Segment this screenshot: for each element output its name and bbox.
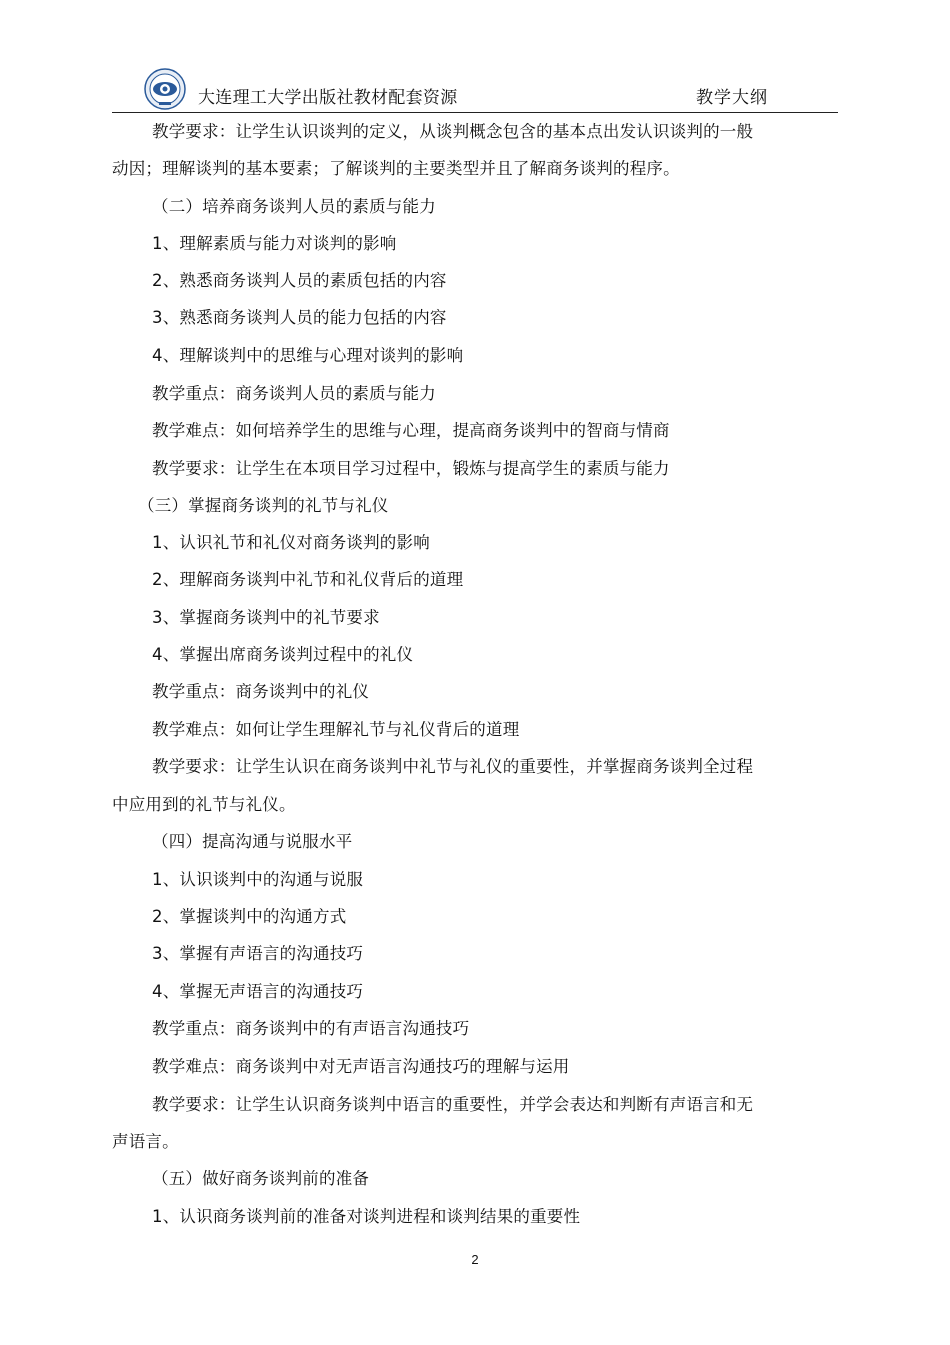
list-item: 2、掌握谈判中的沟通方式 xyxy=(152,907,347,926)
section-heading: （五）做好商务谈判前的准备 xyxy=(152,1169,370,1188)
university-logo-icon xyxy=(144,68,186,110)
paragraph-line: 教学要求：让学生认识在商务谈判中礼节与礼仪的重要性，并掌握商务谈判全过程 xyxy=(152,757,754,776)
page-header xyxy=(112,62,838,113)
list-item: 2、熟悉商务谈判人员的素质包括的内容 xyxy=(152,271,447,290)
section-heading: （四）提高沟通与说服水平 xyxy=(152,832,353,851)
list-item: 4、理解谈判中的思维与心理对谈判的影响 xyxy=(152,346,464,365)
paragraph-line: 教学难点：商务谈判中对无声语言沟通技巧的理解与运用 xyxy=(152,1057,570,1076)
list-item: 1、认识谈判中的沟通与说服 xyxy=(152,870,364,889)
paragraph-line: 教学难点：如何培养学生的思维与心理，提高商务谈判中的智商与情商 xyxy=(152,421,670,440)
page-number: 2 xyxy=(471,1252,479,1267)
paragraph-line: 教学难点：如何让学生理解礼节与礼仪背后的道理 xyxy=(152,720,520,739)
list-item: 1、认识商务谈判前的准备对谈判进程和谈判结果的重要性 xyxy=(152,1207,581,1226)
paragraph-line: 教学重点：商务谈判中的有声语言沟通技巧 xyxy=(152,1019,470,1038)
list-item: 4、掌握无声语言的沟通技巧 xyxy=(152,982,364,1001)
paragraph-line: 声语言。 xyxy=(112,1132,179,1151)
list-item: 1、认识礼节和礼仪对商务谈判的影响 xyxy=(152,533,430,552)
list-item: 3、熟悉商务谈判人员的能力包括的内容 xyxy=(152,308,447,327)
paragraph-line: 中应用到的礼节与礼仪。 xyxy=(112,795,296,814)
list-item: 4、掌握出席商务谈判过程中的礼仪 xyxy=(152,645,414,664)
paragraph-line: 教学要求：让学生认识谈判的定义，从谈判概念包含的基本点出发认识谈判的一般 xyxy=(152,122,754,141)
paragraph-line: 教学要求：让学生认识商务谈判中语言的重要性，并学会表达和判断有声语言和无 xyxy=(152,1095,754,1114)
section-heading: （二）培养商务谈判人员的素质与能力 xyxy=(152,197,436,216)
paragraph-line: 教学重点：商务谈判人员的素质与能力 xyxy=(152,384,436,403)
list-item: 3、掌握有声语言的沟通技巧 xyxy=(152,944,364,963)
list-item: 2、理解商务谈判中礼节和礼仪背后的道理 xyxy=(152,570,464,589)
paragraph-line: 动因；理解谈判的基本要素；了解谈判的主要类型并且了解商务谈判的程序。 xyxy=(112,159,680,178)
document-type: 教学大纲 xyxy=(696,88,768,108)
section-heading: （三）掌握商务谈判的礼节与礼仪 xyxy=(138,496,389,515)
publisher-name: 大连理工大学出版社教材配套资源 xyxy=(198,88,458,108)
list-item: 1、理解素质与能力对谈判的影响 xyxy=(152,234,397,253)
paragraph-line: 教学重点：商务谈判中的礼仪 xyxy=(152,682,370,701)
list-item: 3、掌握商务谈判中的礼节要求 xyxy=(152,608,380,627)
paragraph-line: 教学要求：让学生在本项目学习过程中，锻炼与提高学生的素质与能力 xyxy=(152,459,670,478)
